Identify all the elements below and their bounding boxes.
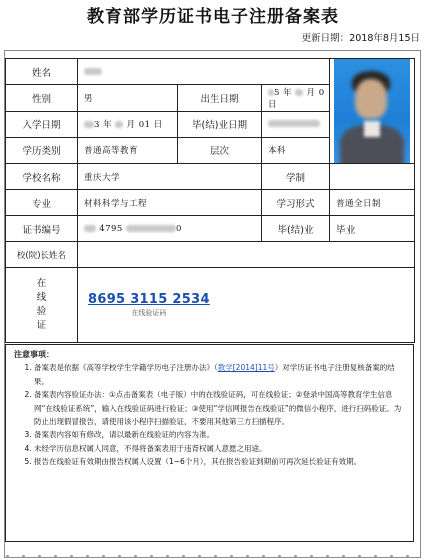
enroll-date-label: 入学日期 xyxy=(6,111,78,137)
name-value xyxy=(78,59,330,85)
online-verify-char-3: 验 xyxy=(36,306,47,317)
edu-type-label: 学历类别 xyxy=(6,137,78,163)
footer-dot xyxy=(6,555,9,558)
online-verify-char-1: 在 xyxy=(36,278,47,289)
footer-dot xyxy=(118,555,121,558)
graduate-date-value xyxy=(262,111,330,137)
note-item: 3. 备案表内容如有修改，请以最新在线验证的内容为准。 xyxy=(34,428,407,441)
notes-list xyxy=(14,361,407,468)
note-item: 4. 未经学历信息权属人同意，不得将备案表用于违背权属人意愿之用途。 xyxy=(34,442,407,455)
principal-name-label: 校(院)长姓名 xyxy=(6,242,78,268)
regulation-link[interactable]: 教学[2014]11号 xyxy=(217,363,275,373)
online-verify-char-4: 证 xyxy=(36,320,47,331)
online-verify-code-link[interactable]: 8695 3115 2534 xyxy=(88,292,210,307)
update-date-line xyxy=(302,30,420,44)
footer-dot xyxy=(390,555,393,558)
footer-dot xyxy=(230,555,233,558)
study-form-value: 普通全日制 xyxy=(330,190,415,216)
school-name-value: 重庆大学 xyxy=(78,164,262,190)
edu-type-value: 普通高等教育 xyxy=(78,137,178,163)
graduate-date-label: 毕(结)业日期 xyxy=(178,111,262,137)
footer-dot xyxy=(150,555,153,558)
record-sheet xyxy=(4,50,421,558)
footer-dot xyxy=(70,555,73,558)
system-label: 学制 xyxy=(262,164,330,190)
gender-label: 性别 xyxy=(6,85,78,111)
enroll-date-value: 3 年 月 01 日 xyxy=(78,111,178,137)
level-label: 层次 xyxy=(178,137,262,163)
online-verify-label xyxy=(6,268,78,343)
grad-status-label: 毕(结)业 xyxy=(262,216,330,242)
student-info-table xyxy=(5,58,415,343)
birth-date-value: 5 年 月 0 日 xyxy=(262,85,330,111)
footer-dot xyxy=(22,555,25,558)
footer-dot xyxy=(198,555,201,558)
footer-dot xyxy=(134,555,137,558)
online-verify-char-2: 线 xyxy=(36,292,47,303)
footer-dot xyxy=(214,555,217,558)
footer-dot xyxy=(326,555,329,558)
footer-dot xyxy=(278,555,281,558)
name-label: 姓名 xyxy=(6,59,78,85)
footer-dot xyxy=(406,555,409,558)
cert-number-label: 证书编号 xyxy=(6,216,78,242)
footer-dot xyxy=(342,555,345,558)
note-item: 5. 报告在线验证有效期由报告权属人设置（1~6个月），其在报告验证到期前可再次延长验证有效期。 xyxy=(34,455,407,468)
footer-dot xyxy=(182,555,185,558)
update-date-label: 更新日期： xyxy=(301,33,350,44)
online-verify-cell xyxy=(78,268,415,343)
footer-dot xyxy=(102,555,105,558)
footer-dot xyxy=(246,555,249,558)
major-value: 材料科学与工程 xyxy=(78,190,262,216)
grad-status-value: 毕业 xyxy=(330,216,415,242)
school-name-label: 学校名称 xyxy=(6,164,78,190)
major-label: 专业 xyxy=(6,190,78,216)
study-form-label: 学习形式 xyxy=(262,190,330,216)
footer-dot xyxy=(262,555,265,558)
notes-title: 注意事项： xyxy=(14,350,54,359)
footer-dot xyxy=(310,555,313,558)
level-value: 本科 xyxy=(262,137,330,163)
student-photo xyxy=(334,59,410,163)
page-title: 教育部学历证书电子注册备案表 xyxy=(87,7,339,27)
footer-dot xyxy=(358,555,361,558)
gender-value: 男 xyxy=(78,85,178,111)
cert-number-value: 4795 0 xyxy=(78,216,262,242)
notes-section xyxy=(5,344,414,542)
footer-dot xyxy=(166,555,169,558)
photo-cell xyxy=(330,59,415,164)
birth-date-label: 出生日期 xyxy=(178,85,262,111)
footer-dot xyxy=(86,555,89,558)
footer-dot xyxy=(54,555,57,558)
footer-dot xyxy=(38,555,41,558)
principal-name-value xyxy=(78,242,415,268)
online-verify-code-caption: 在线验证码 xyxy=(131,309,167,317)
update-date-value: 2018年8月15日 xyxy=(349,33,420,44)
footer-dot xyxy=(374,555,377,558)
note-item: 1. 备案表是依据《高等学校学生学籍学历电子注册办法》（教学[2014]11号）对学历证书电子注册复核备案的结果。 xyxy=(34,361,407,388)
system-value xyxy=(330,164,415,190)
footer-dot xyxy=(294,555,297,558)
note-item: 2. 备案表内容验证办法：①点击备案表（电子版）中的在线验证码，可在线验证；②登录中国高等教育学生信息网“在线验证系统”，输入在线验证码进行验证；③使用“学信网报告在线验证”的微信小程序，进行扫码验证。为防止出现假冒报告，请使用该小程序扫描验证，不要用其他第三方扫描程序。 xyxy=(34,388,407,428)
